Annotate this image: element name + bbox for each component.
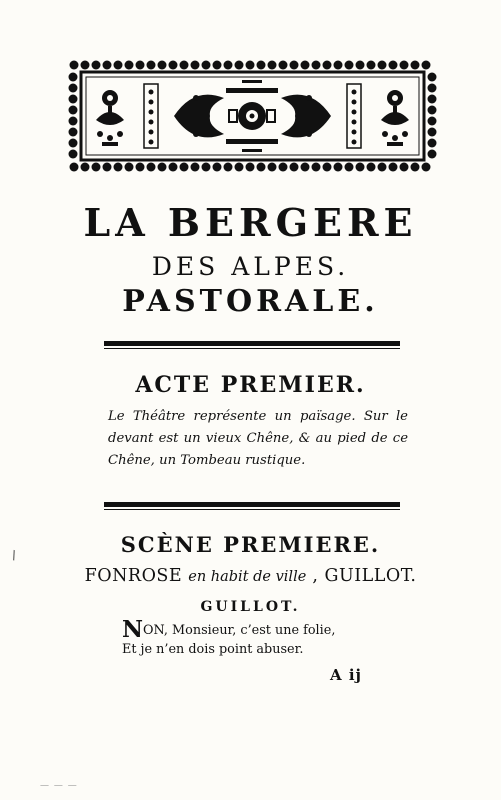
border-bead: [428, 84, 437, 93]
ornament-right-flower: [381, 90, 409, 146]
verse-line-1-text: ON, Monsieur, c’est une folie,: [143, 623, 336, 638]
border-bead: [224, 61, 233, 70]
border-bead: [301, 61, 310, 70]
border-bead: [69, 150, 78, 159]
border-bead: [114, 61, 123, 70]
character-fonrose: FONROSE: [84, 566, 183, 586]
border-bead: [428, 128, 437, 137]
border-bead: [69, 84, 78, 93]
border-bead: [257, 163, 266, 172]
border-bead: [235, 61, 244, 70]
border-bead: [323, 163, 332, 172]
border-bead: [411, 163, 420, 172]
border-bead: [312, 61, 321, 70]
ornament-center-motif: [174, 80, 331, 152]
double-rule-top: [104, 341, 400, 349]
border-bead: [428, 95, 437, 104]
character-guillot: GUILLOT.: [324, 566, 417, 586]
border-bead: [81, 163, 90, 172]
border-bead: [69, 139, 78, 148]
border-bead: [422, 163, 431, 172]
border-bead: [69, 128, 78, 137]
border-bead: [69, 73, 78, 82]
border-bead: [147, 163, 156, 172]
speaker-name: GUILLOT.: [200, 599, 301, 615]
title-line-2: DES ALPES.: [151, 252, 350, 281]
border-bead: [323, 61, 332, 70]
border-bead: [158, 61, 167, 70]
border-bead: [169, 163, 178, 172]
border-bead: [345, 61, 354, 70]
drop-capital: N: [122, 616, 144, 643]
title-line-1: LA BERGERE: [83, 200, 418, 245]
border-bead: [246, 61, 255, 70]
border-bead: [70, 163, 79, 172]
border-bead: [334, 163, 343, 172]
border-bead: [356, 61, 365, 70]
border-bead: [180, 61, 189, 70]
border-bead: [268, 61, 277, 70]
double-rule-bottom: [104, 502, 400, 510]
border-bead: [114, 163, 123, 172]
border-bead: [400, 61, 409, 70]
border-bead: [103, 61, 112, 70]
border-bead: [70, 61, 79, 70]
border-bead: [428, 139, 437, 148]
border-bead: [69, 95, 78, 104]
border-bead: [158, 163, 167, 172]
border-bead: [202, 163, 211, 172]
ornament-left-column: [144, 84, 158, 148]
border-bead: [69, 106, 78, 115]
border-bead: [213, 163, 222, 172]
margin-mark: \: [9, 547, 19, 563]
border-bead: [69, 117, 78, 126]
scene-heading: SCÈNE PREMIERE.: [120, 532, 381, 557]
border-bead: [246, 163, 255, 172]
border-bead: [411, 61, 420, 70]
border-bead: [235, 163, 244, 172]
border-bead: [213, 61, 222, 70]
bottom-edge-mark: — — —: [40, 781, 78, 791]
border-bead: [290, 163, 299, 172]
border-bead: [125, 61, 134, 70]
border-bead: [400, 163, 409, 172]
border-bead: [268, 163, 277, 172]
border-bead: [202, 61, 211, 70]
border-bead: [428, 150, 437, 159]
border-bead: [290, 61, 299, 70]
verse-line-1: [122, 616, 382, 643]
border-bead: [367, 61, 376, 70]
border-bead: [345, 163, 354, 172]
border-bead: [125, 163, 134, 172]
border-bead: [378, 61, 387, 70]
decorative-headpiece: [66, 58, 439, 174]
border-bead: [147, 61, 156, 70]
border-bead: [81, 61, 90, 70]
border-bead: [279, 163, 288, 172]
ornament-right-column: [347, 84, 361, 148]
character-list: [0, 566, 501, 586]
border-bead: [180, 163, 189, 172]
verse-block: [122, 616, 382, 660]
border-bead: [136, 61, 145, 70]
border-bead: [334, 61, 343, 70]
border-bead: [428, 106, 437, 115]
border-bead: [301, 163, 310, 172]
border-bead: [367, 163, 376, 172]
act-heading: ACTE PREMIER.: [135, 372, 366, 398]
border-bead: [428, 117, 437, 126]
costume-note: en habit de ville: [188, 569, 307, 585]
border-bead: [136, 163, 145, 172]
border-bead: [92, 163, 101, 172]
border-bead: [257, 61, 266, 70]
border-bead: [312, 163, 321, 172]
border-bead: [169, 61, 178, 70]
stage-direction: Le Théâtre représente un païsage. Sur le devant est un vieux Chêne, & au pied de ce Chêne, un Tombeau rustique.: [108, 409, 408, 468]
border-bead: [378, 163, 387, 172]
border-bead: [103, 163, 112, 172]
border-bead: [92, 61, 101, 70]
border-bead: [389, 163, 398, 172]
border-bead: [224, 163, 233, 172]
ornament-left-flower: [96, 90, 124, 146]
character-separator: ,: [306, 566, 325, 586]
border-bead: [191, 61, 200, 70]
border-bead: [389, 61, 398, 70]
title-line-3: PASTORALE.: [122, 284, 379, 319]
border-bead: [422, 61, 431, 70]
border-bead: [279, 61, 288, 70]
border-bead: [191, 163, 200, 172]
border-bead: [428, 73, 437, 82]
verse-line-2: Et je n’en dois point abuser.: [122, 642, 304, 657]
border-bead: [356, 163, 365, 172]
signature-mark: A ij: [330, 666, 362, 684]
